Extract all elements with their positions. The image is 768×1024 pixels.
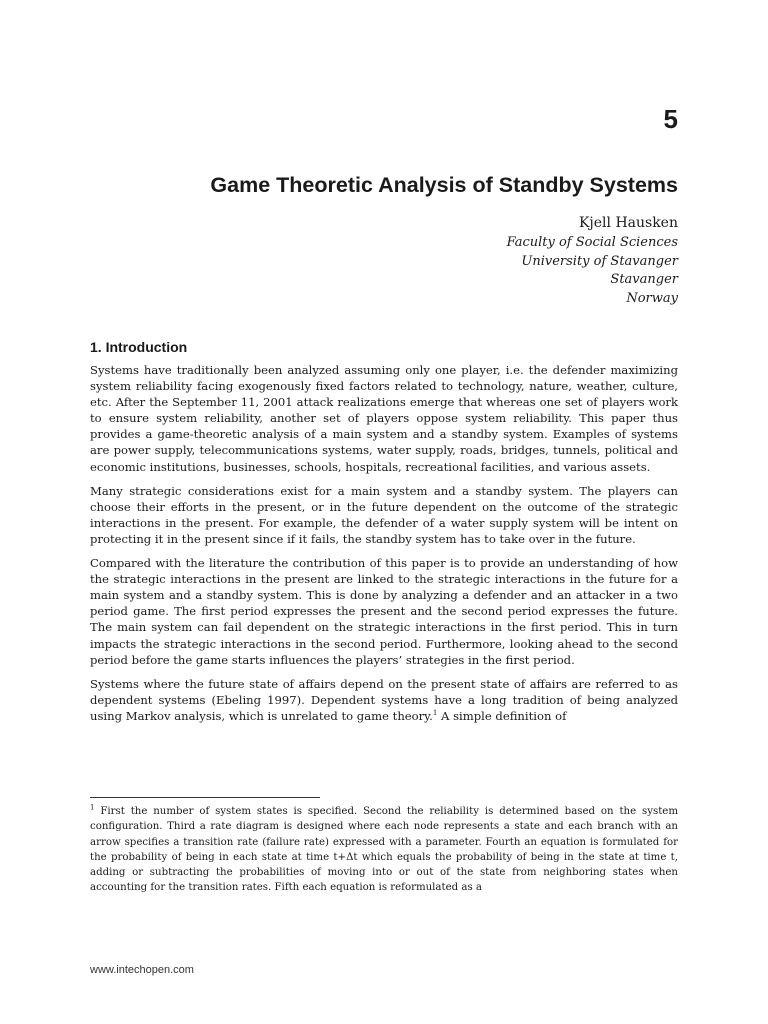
section-heading: 1. Introduction (90, 339, 188, 355)
author-block (507, 213, 678, 308)
publisher-url[interactable]: www.intechopen.com (90, 964, 194, 976)
footnote (90, 804, 678, 896)
author-name: Kjell Hausken (578, 215, 678, 231)
paragraph: Compared with the literature the contribution of this paper is to provide an understanding of how the strategic interactions in the present are linked to the strategic interactions in the future for a main system and a standby system. This is done by analyzing a defender and an attacker in a two period game. The first period expresses the present and the second period expresses the future. The main system can fail dependent on the strategic interactions in the first period. This in turn impacts the strategic interactions in the second period. Furthermore, looking ahead to the second period before the game starts influences the players’ strategies in the first period. (90, 556, 678, 667)
body-text (90, 362, 678, 732)
paragraph: Systems have traditionally been analyzed assuming only one player, i.e. the defender maximizing system reliability facing exogenously fixed factors related to technology, nature, weather, culture, etc. After the September 11, 2001 attack realizations emerge that whereas one set of players work to ensure system reliability, another set of players oppose system reliability. This paper thus provides a game-theoretic analysis of a main system and a standby system. Examples of systems are power supply, telecommunications systems, water supply, roads, bridges, tunnels, political and economic institutions, businesses, schools, hospitals, recreational facilities, and various assets. (90, 363, 678, 474)
footnote-reference[interactable]: 1 (432, 709, 438, 718)
paragraph: Many strategic considerations exist for a main system and a standby system. The players can choose their efforts in the present, or in the future dependent on the outcome of the strategic interactions in the present. For example, the defender of a water supply system will be intent on protecting it in the present since if it fails, the standby system has to take over in the future. (90, 483, 678, 546)
affiliation-country: Norway (626, 290, 678, 306)
footnote-mark: 1 (90, 803, 95, 812)
paragraph-text: Systems where the future state of affairs depend on the present state of affairs are referred to as dependent systems (Ebeling 1997). Dependent systems have a long tradition of being analyzed using Markov analysis, which is unrelated to game theory. (90, 676, 678, 723)
affiliation-university: University of Stavanger (521, 253, 678, 269)
chapter-number: 5 (663, 104, 678, 134)
paragraph-text-continued: A simple definition of (437, 708, 567, 723)
paragraph-with-footnote (90, 676, 678, 724)
affiliation-city: Stavanger (610, 272, 678, 287)
chapter-title: Game Theoretic Analysis of Standby Systems (210, 173, 678, 197)
footnote-text: First the number of system states is specified. Second the reliability is determined based on the system configuration. Third a rate diagram is designed where each node represents a state and each branch with an arrow specifies a transition rate (failure rate) expressed with a parameter. Fourth an equation is formulated for the probability of being in each state at time t+Δt which equals the probability of being in the state at time t, adding or subtracting the probabilities of moving into or out of the state from neighboring states when accounting for the transition rates. Fifth each equation is reformulated as a (90, 806, 678, 894)
footnote-divider (90, 797, 320, 798)
affiliation-faculty: Faculty of Social Sciences (506, 235, 678, 250)
document-page (90, 0, 678, 1024)
